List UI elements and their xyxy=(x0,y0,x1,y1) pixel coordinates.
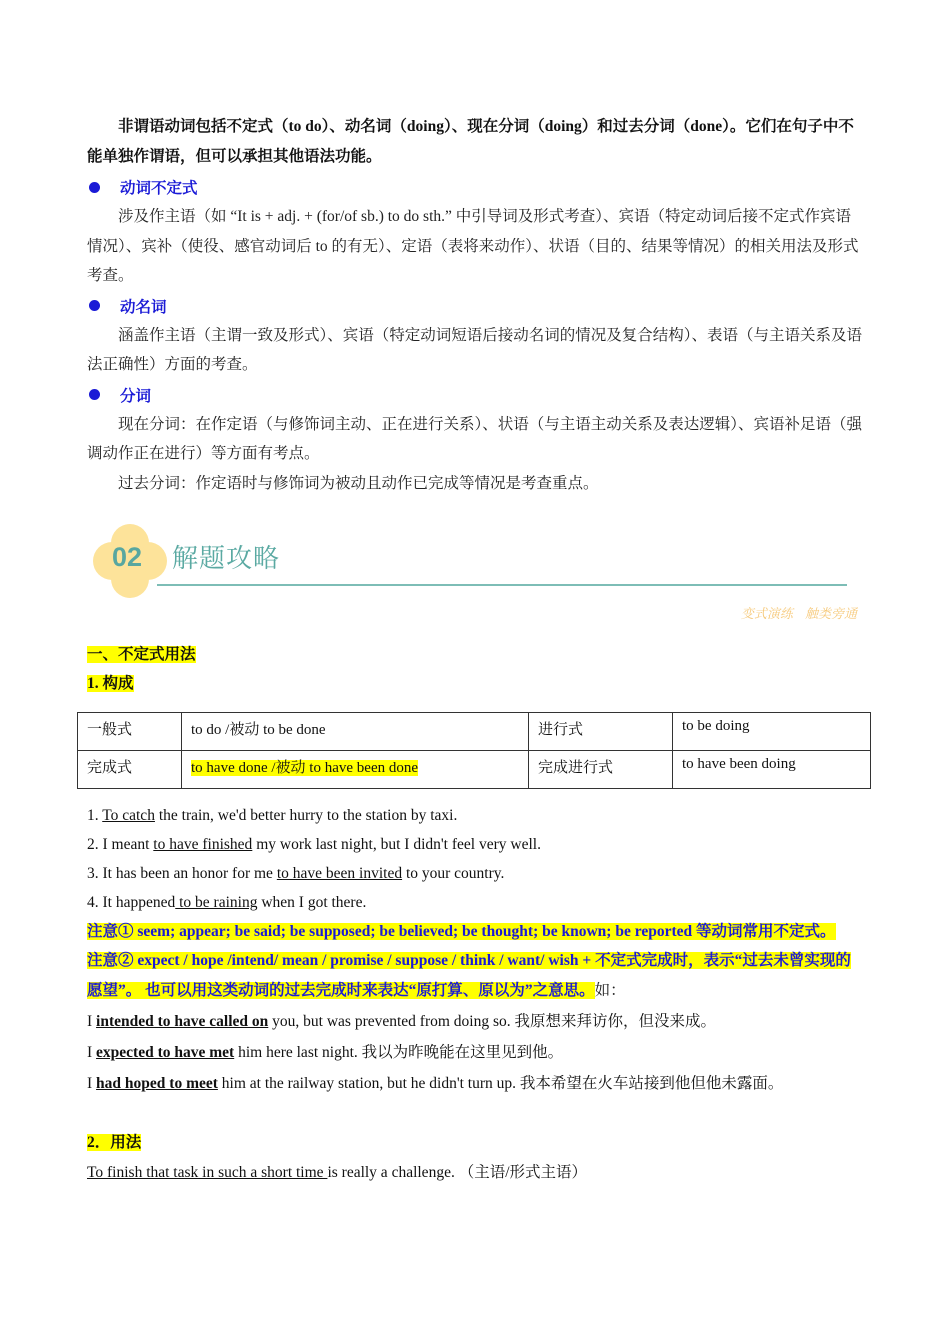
heading-infinitive-usage: 一、不定式用法 xyxy=(87,646,196,663)
section-banner xyxy=(87,520,865,640)
section-participle-heading xyxy=(87,380,865,410)
table-row xyxy=(78,751,871,789)
example-sentence: To finish that task in such a short time is really a challenge. （主语/形式主语） xyxy=(87,1164,588,1181)
section-paragraph: 涉及作主语（如 “It is + adj. + (for/of sb.) to do sth.” 中引导词及形式考查）、宾语（特定动词后接不定式作宾语情况）、宾补（使役、感官动词后 to 的有无）、定语（表将来动作）、状语（目的、结果等情况）的相关用法及形式考查。 xyxy=(87,208,859,284)
bullet-dot-icon xyxy=(89,182,100,193)
note-two: 注意② expect / hope /intend/ mean / promise / suppose / think / want/ wish + 不定式完成时，表示“过去未曾实现的愿望”。 也可以用这类动词的过去完成时来表达“原打算、原以为”之意思。如： xyxy=(87,952,851,999)
intro-paragraph: 非谓语动词包括不定式（to do）、动名词（doing）、现在分词（doing）和过去分词（done）。它们在句子中不能单独作谓语，但可以承担其他语法功能。 xyxy=(87,118,854,165)
bullet-dot-icon xyxy=(89,389,100,400)
banner-number: 02 xyxy=(112,542,143,572)
bullet-dot-icon xyxy=(89,300,100,311)
table-cell xyxy=(182,751,529,789)
example-sentence: I intended to have called on you, but was prevented from doing so. 我原想来拜访你，但没来成。 xyxy=(87,1013,717,1030)
banner-subtitle: 变式演练 触类旁通 xyxy=(740,607,857,622)
table-cell: 一般式 xyxy=(78,713,182,751)
note-one: 注意① seem; appear; be said; be supposed; be believed; be thought; be known; be reported 等动词常用不定式。 xyxy=(87,923,836,940)
section-paragraph: 过去分词：作定语时与修饰词为被动且动作已完成等情况是考查重点。 xyxy=(118,474,599,492)
section-paragraph: 现在分词：在作定语（与修饰词主动、正在进行关系）、状语（与主语主动关系及表达逻辑）、宾语补足语（强调动作正在进行）等方面有考点。 xyxy=(87,415,863,462)
banner-divider xyxy=(157,584,847,586)
table-cell: 完成进行式 xyxy=(529,751,673,789)
heading-structure: 1. 构成 xyxy=(87,675,134,692)
section-paragraph: 涵盖作主语（主谓一致及形式）、宾语（特定动词短语后接动名词的情况及复合结构）、表语（与主语关系及语法正确性）方面的考查。 xyxy=(87,326,863,373)
example-item: 2. I meant to have finished my work last night, but I didn't feel very well. xyxy=(87,836,541,853)
example-item: 3. It has been an honor for me to have been invited to your country. xyxy=(87,865,505,882)
table-cell: to have been doing xyxy=(673,751,871,789)
table-row xyxy=(78,713,871,751)
heading-usage: 2．用法 xyxy=(87,1134,142,1151)
highlighted-text: to have done /被动 to have been done xyxy=(191,760,419,776)
example-sentence: I expected to have met him here last night. 我以为昨晚能在这里见到他。 xyxy=(87,1044,564,1061)
table-cell: 进行式 xyxy=(529,713,673,751)
example-item: 4. It happened to be raining when I got there. xyxy=(87,894,367,911)
example-item: 1. To catch the train, we'd better hurry to the station by taxi. xyxy=(87,807,458,824)
section-gerund-heading xyxy=(87,291,865,321)
banner-title: 解题攻略 xyxy=(172,544,281,574)
section-title: 分词 xyxy=(120,387,152,405)
table-cell: to do /被动 to be done xyxy=(182,713,529,751)
example-sentence: I had hoped to meet him at the railway station, but he didn't turn up. 我本希望在火车站接到他但他未露面。 xyxy=(87,1075,784,1092)
document-page xyxy=(87,112,865,1188)
section-infinitive-heading xyxy=(87,172,865,202)
forms-table xyxy=(77,712,871,789)
table-cell: to be doing xyxy=(673,713,871,751)
example-list xyxy=(87,801,865,917)
section-title: 动名词 xyxy=(120,298,167,316)
table-cell: 完成式 xyxy=(78,751,182,789)
section-title: 动词不定式 xyxy=(120,180,198,197)
